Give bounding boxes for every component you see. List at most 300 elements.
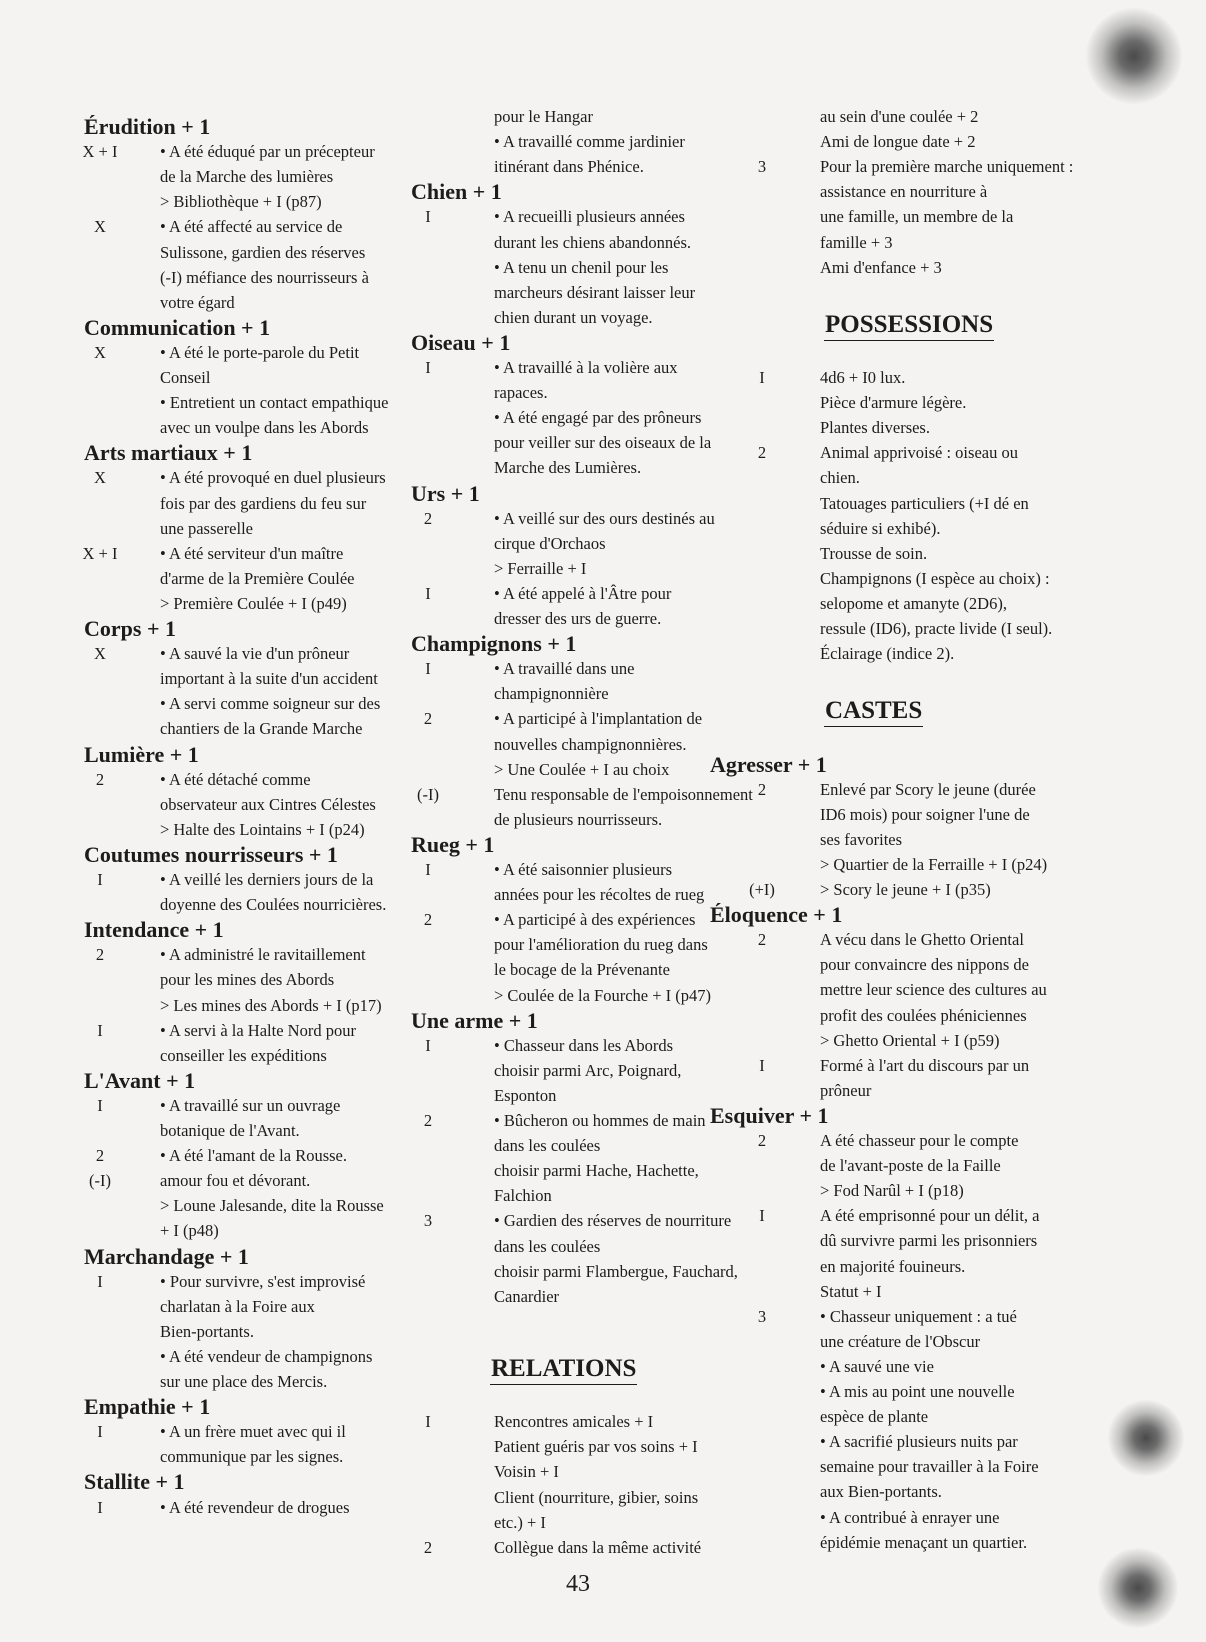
entry-line: [748, 1354, 1078, 1379]
entry-text: • A été engagé par des prôneurs: [494, 408, 702, 428]
skill-name: Stallite + 1: [84, 1469, 185, 1495]
entry-value: 2: [757, 779, 767, 799]
entry-text: > Première Coulée + I (p49): [160, 593, 347, 613]
entry-line: [414, 455, 744, 480]
entry-text: > Ghetto Oriental + I (p59): [820, 1030, 1000, 1050]
entry-value: 2: [95, 945, 105, 965]
section-heading: CASTES: [824, 696, 923, 727]
entry-value: I: [759, 1206, 765, 1226]
entry-line: [748, 927, 1078, 952]
entry-line: [84, 792, 414, 817]
skill-name: Éloquence + 1: [710, 902, 843, 928]
entry-line: [84, 1294, 414, 1319]
entry-text: Ami d'enfance + 3: [820, 257, 942, 277]
entry-text: ID6 mois) pour soigner l'une de: [820, 804, 1030, 824]
entry-line: [414, 305, 744, 330]
entry-line: [84, 716, 414, 741]
skill-name: Champignons + 1: [411, 631, 577, 657]
entry-text: sur une place des Mercis.: [160, 1372, 328, 1391]
entry-text: espèce de plante: [820, 1407, 929, 1427]
entry-line: [414, 255, 744, 280]
entry-text: séduire si exhibé).: [820, 518, 941, 538]
entry-line: [414, 932, 744, 957]
entry-text: • A été revendeur de drogues: [160, 1497, 350, 1517]
entry-line: [748, 1329, 1078, 1354]
entry-line: [414, 1083, 744, 1108]
entry-text: itinérant dans Phénice.: [494, 157, 644, 177]
entry-line: [84, 666, 414, 691]
entry-text: en majorité fouineurs.: [820, 1256, 966, 1276]
entry-text: + I (p48): [160, 1221, 219, 1241]
skill-heading: [710, 902, 1078, 928]
entry-line: [414, 1485, 744, 1510]
entry-text: profit des coulées phéniciennes: [820, 1005, 1027, 1025]
entry-value: I: [425, 583, 431, 603]
entry-line: [84, 1093, 414, 1118]
entry-value: I: [425, 860, 431, 879]
entry-line: [748, 1003, 1078, 1028]
entry-line: [84, 265, 414, 290]
entry-value: I: [759, 1055, 765, 1075]
entry-text: Formé à l'art du discours par un: [820, 1055, 1030, 1075]
entry-value: I: [97, 1020, 103, 1040]
entry-line: [748, 1078, 1078, 1103]
entry-line: [84, 139, 414, 164]
skill-name: Lumière + 1: [84, 741, 199, 767]
entry-text: > Quartier de la Ferraille + I (p24): [820, 854, 1048, 874]
entry-line: [84, 365, 414, 390]
entry-line: [748, 1153, 1078, 1178]
entry-line: [414, 380, 744, 405]
entry-text: pour convaincre des nippons de: [820, 955, 1029, 975]
entry-line: [84, 290, 414, 315]
skill-name: L'Avant + 1: [84, 1067, 196, 1093]
entry-text: (-I) méfiance des nourrisseurs à: [160, 267, 369, 287]
entry-text: pour le Hangar: [494, 107, 593, 126]
entry-line: [414, 355, 744, 380]
entry-line: [84, 641, 414, 666]
entry-text: > Scory le jeune + I (p35): [820, 880, 991, 900]
entry-text: votre égard: [160, 292, 235, 312]
entry-line: [414, 1434, 744, 1459]
entry-value: X: [94, 644, 106, 664]
entry-line: [414, 531, 744, 556]
entry-value: I: [425, 1035, 431, 1055]
entry-text: pour veiller sur des oiseaux de la: [494, 433, 712, 453]
entry-line: [84, 1319, 414, 1344]
entry-line: [748, 230, 1078, 255]
entry-line: [84, 691, 414, 716]
entry-line: [84, 1218, 414, 1243]
entry-line: [748, 877, 1078, 902]
entry-line: [748, 1254, 1078, 1279]
entry-line: [84, 240, 414, 265]
entry-text: de la Marche des lumières: [160, 167, 334, 187]
entry-value: X + I: [82, 142, 118, 162]
entry-value: I: [97, 870, 103, 889]
entry-text: • A été saisonnier plusieurs: [494, 860, 673, 879]
entry-value: X: [94, 217, 106, 237]
entry-value: I: [425, 358, 431, 377]
entry-text: nouvelles champignonnières.: [494, 734, 687, 754]
entry-line: [748, 204, 1078, 229]
entry-line: [84, 1143, 414, 1168]
entry-text: > Bibliothèque + I (p87): [160, 192, 322, 212]
skill-heading: [84, 440, 414, 465]
entry-text: Falchion: [494, 1186, 552, 1206]
entry-line: [748, 541, 1078, 566]
entry-text: une famille, un membre de la: [820, 207, 1014, 227]
entry-line: [84, 767, 414, 792]
entry-line: [84, 1193, 414, 1218]
entry-value: (-I): [89, 1171, 111, 1191]
entry-line: [748, 1279, 1078, 1304]
entry-text: au sein d'une coulée + 2: [820, 107, 979, 126]
entry-value: 2: [757, 1131, 767, 1151]
entry-line: [748, 591, 1078, 616]
entry-text: dû survivre parmi les prisonniers: [820, 1231, 1038, 1251]
entry-value: I: [759, 368, 765, 388]
skill-heading: [84, 742, 414, 767]
entry-line: [414, 1033, 744, 1058]
entry-text: • A été appelé à l'Âtre pour: [494, 583, 672, 603]
entry-text: • A été serviteur d'un maître: [160, 543, 344, 563]
entry-value: 2: [423, 1111, 433, 1130]
entry-line: [84, 214, 414, 239]
skill-heading: [84, 842, 414, 867]
entry-line: [414, 1158, 744, 1183]
entry-line: [748, 1304, 1078, 1329]
entry-line: [414, 782, 753, 807]
skill-name: Empathie + 1: [84, 1394, 211, 1420]
entry-text: Marche des Lumières.: [494, 458, 642, 478]
entry-value: I: [97, 1095, 103, 1115]
entry-text: • A été détaché comme: [160, 769, 311, 789]
entry-line: [748, 415, 1078, 440]
entry-value: I: [97, 1497, 103, 1517]
entry-text: > Les mines des Abords + I (p17): [160, 995, 382, 1015]
entry-text: charlatan à la Foire aux: [160, 1296, 315, 1316]
entry-text: ses favorites: [820, 829, 903, 849]
entry-value: 2: [423, 1537, 433, 1557]
entry-text: de l'avant-poste de la Faille: [820, 1156, 1001, 1176]
entry-text: Patient guéris par vos soins + I: [494, 1437, 698, 1457]
entry-text: Champignons (I espèce au choix) :: [820, 568, 1050, 588]
entry-text: • Pour survivre, s'est improvisé: [160, 1271, 366, 1291]
entry-text: Client (nourriture, gibier, soins: [494, 1487, 699, 1507]
entry-line: [748, 777, 1078, 802]
entry-line: [414, 405, 744, 430]
entry-line: [748, 952, 1078, 977]
skill-name: Corps + 1: [84, 616, 176, 641]
entry-value: I: [97, 1422, 103, 1442]
skill-heading: [84, 1244, 414, 1269]
entry-text: • A veillé les derniers jours de la: [160, 870, 374, 889]
entry-text: > Halte des Lointains + I (p24): [160, 819, 365, 839]
entry-line: [84, 1419, 414, 1444]
skill-heading: [411, 480, 744, 506]
entry-text: pour les mines des Abords: [160, 970, 335, 990]
entry-line: [414, 1058, 744, 1083]
entry-text: • A sacrifié plusieurs nuits par: [820, 1432, 1018, 1452]
skill-heading: [84, 917, 414, 942]
skill-name: Agresser + 1: [710, 751, 827, 777]
entry-text: ressule (ID6), practe livide (I seul).: [820, 619, 1053, 639]
entry-text: dans les coulées: [494, 1136, 601, 1156]
entry-text: • A participé à des expériences: [494, 910, 696, 930]
entry-line: [748, 641, 1078, 666]
skill-name: Rueg + 1: [411, 831, 495, 857]
skill-heading: [411, 831, 744, 857]
entry-line: [84, 967, 414, 992]
entry-text: Conseil: [160, 368, 211, 387]
entry-line: [748, 1028, 1078, 1053]
entry-line: [748, 255, 1078, 280]
ink-blot-top-right: [1086, 8, 1182, 104]
entry-line: [748, 802, 1078, 827]
entry-line: [748, 1128, 1078, 1153]
entry-line: [84, 340, 414, 365]
entry-value: 2: [423, 508, 433, 528]
entry-line: [414, 757, 744, 782]
skill-name: Intendance + 1: [84, 917, 224, 943]
entry-text: doyenne des Coulées nourricières.: [160, 895, 387, 915]
skill-name: Urs + 1: [411, 480, 480, 506]
entry-text: • A veillé sur des ours destinés au: [494, 508, 715, 528]
entry-line: [414, 1535, 744, 1560]
ink-blot-bottom-right: [1098, 1548, 1178, 1628]
entry-line: [414, 857, 744, 882]
entry-text: > Coulée de la Fourche + I (p47): [494, 985, 712, 1005]
entry-text: famille + 3: [820, 232, 893, 252]
entry-text: • Entretient un contact empathique: [160, 393, 389, 413]
entry-text: etc.) + I: [494, 1512, 546, 1532]
entry-text: choisir parmi Arc, Poignard,: [494, 1060, 682, 1080]
entry-value: 3: [423, 1211, 433, 1231]
entry-line: [414, 1208, 744, 1233]
entry-line: [84, 1444, 414, 1469]
entry-text: • A travaillé sur un ouvrage: [160, 1095, 341, 1115]
entry-text: une passerelle: [160, 518, 253, 538]
entry-text: fois par des gardiens du feu sur: [160, 493, 367, 513]
entry-line: [414, 606, 744, 631]
skill-heading: [84, 616, 414, 641]
entry-text: choisir parmi Flambergue, Fauchard,: [494, 1261, 738, 1281]
entry-text: Pièce d'armure légère.: [820, 393, 967, 413]
entry-text: pour l'amélioration du rueg dans: [494, 935, 708, 955]
skill-heading: [84, 114, 414, 139]
entry-text: cirque d'Orchaos: [494, 533, 606, 553]
skill-heading: [84, 1394, 414, 1419]
entry-line: [414, 706, 744, 731]
entry-text: Collègue dans la même activité: [494, 1537, 702, 1557]
entry-line: [748, 516, 1078, 541]
entry-line: [748, 440, 1078, 465]
entry-text: • Chasseur dans les Abords: [494, 1035, 674, 1055]
skill-heading: [411, 1007, 744, 1033]
entry-text: Pour la première marche uniquement :: [820, 157, 1074, 177]
entry-text: • A travaillé comme jardinier: [494, 132, 685, 152]
entry-text: Voisin + I: [494, 1462, 559, 1482]
entry-value: 2: [423, 709, 433, 729]
skill-heading: [84, 315, 414, 340]
entry-line: [414, 732, 744, 757]
entry-line: [414, 656, 744, 681]
entry-text: Enlevé par Scory le jeune (durée: [820, 779, 1036, 799]
entry-line: [748, 129, 1078, 154]
entry-line: [414, 1108, 744, 1133]
entry-line: [748, 365, 1078, 390]
entry-value: (+I): [749, 880, 775, 900]
entry-line: [748, 616, 1078, 641]
entry-line: [84, 1495, 414, 1520]
entry-line: [84, 942, 414, 967]
entry-line: [414, 1183, 744, 1208]
entry-value: I: [425, 659, 431, 679]
entry-line: [748, 491, 1078, 516]
entry-text: Canardier: [494, 1286, 560, 1306]
entry-line: [414, 681, 744, 706]
entry-line: [748, 1530, 1078, 1555]
entry-text: Plantes diverses.: [820, 418, 930, 438]
ink-blot-mid-right: [1108, 1400, 1184, 1476]
entry-text: • A administré le ravitaillement: [160, 945, 366, 965]
entry-text: Rencontres amicales + I: [494, 1412, 654, 1432]
entry-value: 3: [757, 1306, 767, 1326]
entry-text: • A mis au point une nouvelle: [820, 1382, 1015, 1402]
entry-text: Sulissone, gardien des réserves: [160, 242, 366, 262]
entry-text: A vécu dans le Ghetto Oriental: [820, 930, 1024, 950]
entry-line: [414, 506, 744, 531]
entry-text: A été chasseur pour le compte: [820, 1131, 1019, 1151]
entry-text: semaine pour travailler à la Foire: [820, 1457, 1039, 1477]
entry-line: [414, 957, 744, 982]
entry-text: une créature de l'Obscur: [820, 1331, 981, 1351]
entry-text: Animal apprivoisé : oiseau ou: [820, 443, 1018, 463]
skill-heading: [84, 1469, 414, 1494]
entry-line: [414, 129, 744, 154]
entry-value: I: [425, 1412, 431, 1432]
entry-line: [84, 491, 414, 516]
entry-line: [414, 1459, 744, 1484]
entry-line: [414, 807, 744, 832]
entry-line: [748, 390, 1078, 415]
entry-text: durant les chiens abandonnés.: [494, 232, 692, 252]
entry-text: marcheurs désirant laisser leur: [494, 282, 696, 302]
entry-text: conseiller les expéditions: [160, 1045, 327, 1065]
entry-text: Tatouages particuliers (+I dé en: [820, 493, 1029, 513]
entry-text: aux Bien-portants.: [820, 1482, 942, 1502]
section-heading: POSSESSIONS: [824, 310, 994, 341]
entry-line: [414, 154, 744, 179]
entry-text: Tenu responsable de l'empoisonnement: [494, 784, 753, 804]
entry-line: [414, 1510, 744, 1535]
entry-line: [84, 867, 414, 892]
entry-line: [748, 827, 1078, 852]
entry-text: • A été affecté au service de: [160, 217, 343, 237]
entry-text: avec un voulpe dans les Abords: [160, 418, 369, 438]
entry-line: [748, 179, 1078, 204]
entry-line: [84, 1369, 414, 1394]
entry-line: [414, 230, 744, 255]
entry-text: > Une Coulée + I au choix: [494, 759, 670, 779]
skill-heading: [411, 631, 744, 657]
entry-line: [748, 1228, 1078, 1253]
entry-text: de plusieurs nourrisseurs.: [494, 809, 663, 829]
entry-text: • A sauvé la vie d'un prôneur: [160, 644, 350, 664]
skill-name: Marchandage + 1: [84, 1243, 249, 1269]
skill-name: Arts martiaux + 1: [84, 440, 253, 466]
skill-name: Communication + 1: [84, 314, 271, 340]
entry-line: [748, 977, 1078, 1002]
entry-line: [414, 280, 744, 305]
entry-line: [414, 581, 744, 606]
entry-text: chantiers de la Grande Marche: [160, 719, 363, 739]
entry-text: selopome et amanyte (2D6),: [820, 593, 1007, 613]
entry-text: Trousse de soin.: [820, 543, 928, 563]
entry-line: [414, 1259, 744, 1284]
entry-text: mettre leur science des cultures au: [820, 980, 1047, 1000]
entry-text: chien.: [820, 468, 860, 488]
entry-line: [748, 1379, 1078, 1404]
entry-text: dresser des urs de guerre.: [494, 609, 662, 628]
entry-line: [414, 882, 744, 907]
entry-line: [414, 204, 744, 229]
entry-line: [84, 164, 414, 189]
entry-text: chien durant un voyage.: [494, 307, 653, 327]
entry-line: [414, 430, 744, 455]
entry-text: prôneur: [820, 1080, 872, 1100]
entry-line: [748, 852, 1078, 877]
entry-text: • Bûcheron ou hommes de main: [494, 1111, 706, 1130]
skill-name: Chien + 1: [411, 179, 502, 205]
entry-line: [748, 1505, 1078, 1530]
entry-value: I: [425, 207, 431, 227]
entry-text: choisir parmi Hache, Hachette,: [494, 1161, 699, 1181]
entry-line: [84, 817, 414, 842]
entry-value: 2: [95, 1146, 105, 1166]
entry-text: Éclairage (indice 2).: [820, 644, 955, 664]
entry-value: 2: [757, 930, 767, 950]
entry-line: [84, 516, 414, 541]
entry-text: • A été le porte-parole du Petit: [160, 342, 360, 362]
entry-line: [748, 1404, 1078, 1429]
entry-line: [748, 1454, 1078, 1479]
entry-value: X: [94, 468, 106, 488]
entry-line: [84, 390, 414, 415]
entry-text: • A servi comme soigneur sur des: [160, 694, 381, 714]
entry-value: 2: [423, 910, 433, 930]
entry-line: [414, 104, 744, 129]
section-heading: RELATIONS: [490, 1354, 637, 1385]
entry-line: [748, 566, 1078, 591]
entry-line: [84, 1118, 414, 1143]
entry-line: [414, 1234, 744, 1259]
entry-line: [84, 1018, 414, 1043]
entry-text: assistance en nourriture à: [820, 182, 988, 202]
entry-text: rapaces.: [494, 383, 548, 403]
entry-text: épidémie menaçant un quartier.: [820, 1532, 1028, 1552]
skill-heading: [411, 329, 744, 355]
entry-text: champignonnière: [494, 684, 609, 704]
entry-value: I: [97, 1271, 103, 1291]
entry-line: [414, 983, 744, 1008]
entry-line: [84, 465, 414, 490]
entry-text: années pour les récoltes de rueg: [494, 885, 705, 905]
entry-line: [84, 1344, 414, 1369]
entry-text: important à la suite d'un accident: [160, 669, 378, 689]
entry-text: • A travaillé dans une: [494, 659, 635, 679]
